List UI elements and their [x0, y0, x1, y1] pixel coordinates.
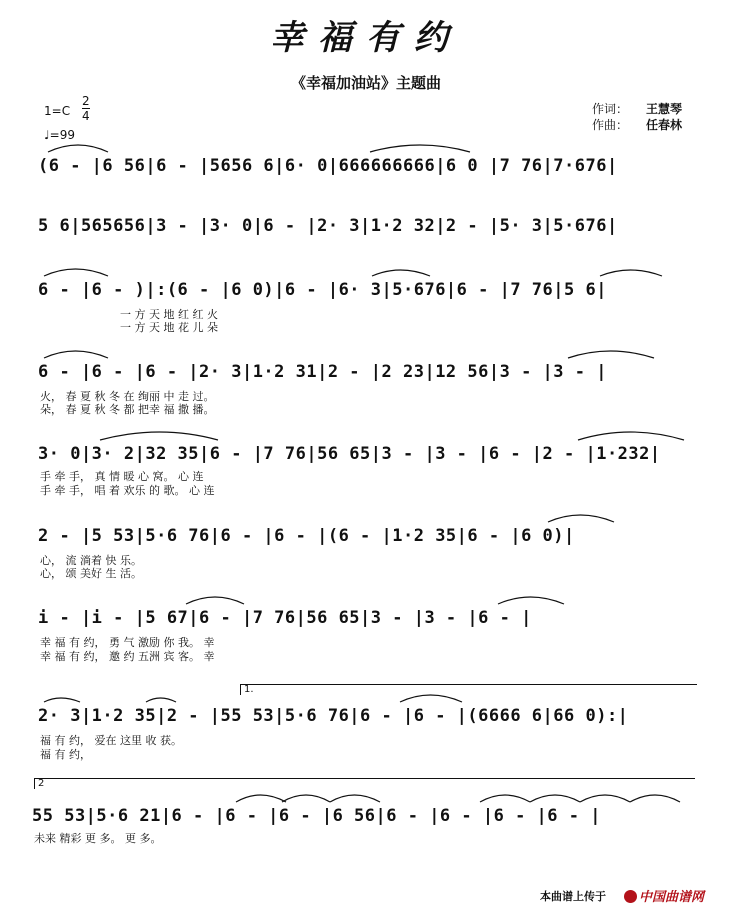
composer-name: 任春林: [646, 118, 683, 132]
lyric-line-5-verse-1: 手 牵 手， 真 情 暖 心 窝。 心 连: [40, 470, 204, 483]
lyric-line-7-verse-1: 幸 福 有 约， 勇 气 激励 你 我。 幸: [40, 636, 215, 649]
song-title: 幸福有约: [270, 18, 462, 58]
lyric-line-6-verse-1: 心， 流 淌着 快 乐。: [40, 554, 142, 567]
score-line-2: 5 6|565656|3 - |3· 0|6 - |2· 3|1·2 32|2 - |5· 3|5·676|: [38, 216, 618, 236]
tempo-marking: ♩=99: [44, 128, 75, 142]
second-ending-label: 2: [38, 778, 45, 789]
score-line-7: i - |i - |5 67|6 - |7 76|56 65|3 - |3 - |6 - |: [38, 608, 532, 628]
score-line-4: 6 - |6 - |6 - |2· 3|1·2 31|2 - |2 23|12 56|3 - |3 - |: [38, 362, 607, 382]
score-line-5: 3· 0|3· 2|32 35|6 - |7 76|56 65|3 - |3 - |6 - |2 - |1·232|: [38, 444, 661, 464]
lyric-line-8-verse-1: 福 有 约， 爱在 这里 收 获。: [40, 734, 182, 747]
lyric-line-3-verse-1: 一 方 天 地 红 红 火: [120, 308, 218, 321]
lyric-line-4-verse-2: 朵， 春 夏 秋 冬 都 把幸 福 撒 播。: [40, 403, 215, 416]
lyric-line-3-verse-2: 一 方 天 地 花 儿 朵: [120, 321, 218, 334]
lyric-line-7-verse-2: 幸 福 有 约， 邀 约 五洲 宾 客。 幸: [40, 650, 215, 663]
lyric-line-6-verse-2: 心， 颂 美好 生 活。: [40, 567, 142, 580]
site-logo-icon: [624, 890, 637, 903]
first-ending-label: 1.: [244, 684, 254, 695]
time-signature: 2 4: [82, 94, 90, 123]
key-signature: 1=C: [44, 104, 71, 118]
lyric-line-9-verse-1: 未来 精彩 更 多。 更 多。: [34, 832, 162, 845]
score-line-1: (6 - |6 56|6 - |5656 6|6· 0|666666666|6 0 |7 76|7·676|: [38, 156, 618, 176]
score-line-9: 55 53|5·6 21|6 - |6 - |6 - |6 56|6 - |6 - |6 - |6 - |: [32, 806, 601, 826]
footer-caption: 本曲谱上传于: [540, 890, 606, 903]
lyric-line-8-verse-2: 福 有 约，: [40, 748, 91, 761]
lyricist-label: 作词：: [592, 102, 629, 116]
lyricist-name: 王慧琴: [646, 102, 683, 116]
lyric-line-5-verse-2: 手 牵 手， 唱 着 欢乐 的 歌。 心 连: [40, 484, 215, 497]
score-line-6: 2 - |5 53|5·6 76|6 - |6 - |(6 - |1·2 35|6 - |6 0)|: [38, 526, 575, 546]
site-logo: 中国曲谱网: [624, 886, 704, 905]
lyric-line-4-verse-1: 火， 春 夏 秋 冬 在 绚丽 中 走 过。: [40, 390, 215, 403]
score-line-8: 2· 3|1·2 35|2 - |55 53|5·6 76|6 - |6 - |(6666 6|66 0):|: [38, 706, 629, 726]
composer-label: 作曲：: [592, 118, 629, 132]
song-subtitle: 《幸福加油站》主题曲: [290, 74, 441, 92]
score-line-3: 6 - |6 - )|:(6 - |6 0)|6 - |6· 3|5·676|6 - |7 76|5 6|: [38, 280, 607, 300]
